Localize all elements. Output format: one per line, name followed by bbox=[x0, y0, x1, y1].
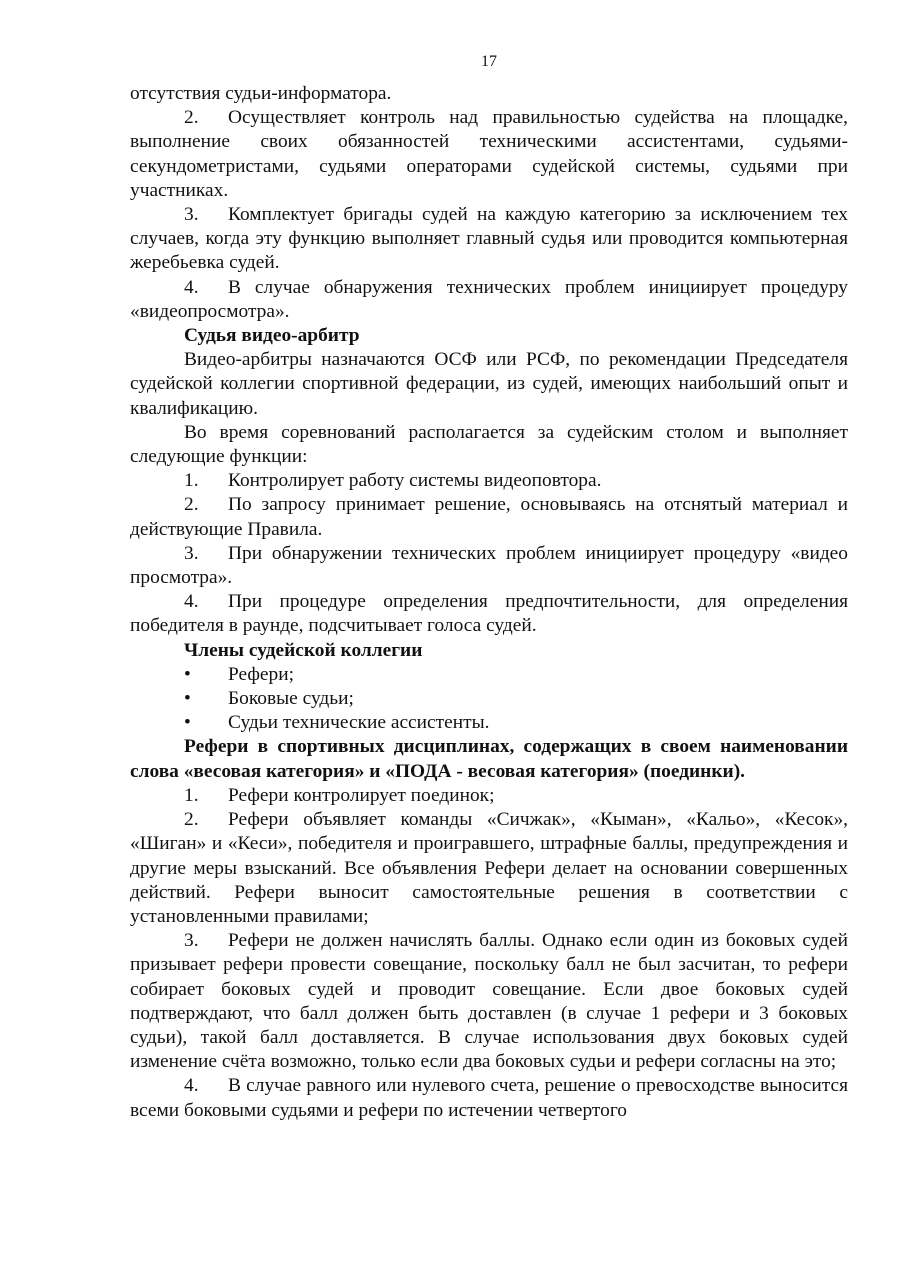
item-text: В случае обнаружения технических проблем инициирует процедуру «видеопросмотра». bbox=[130, 276, 848, 322]
item-number: 2. bbox=[184, 107, 199, 129]
numbered-item bbox=[130, 203, 848, 276]
item-number: 3. bbox=[184, 930, 199, 952]
paragraph: Во время соревнований располагается за судейским столом и выполняет следующие функции: bbox=[130, 421, 848, 468]
item-text: Комплектует бригады судей на каждую категорию за исключением тех случаев, когда эту функцию выполняет главный судья или проводится компьютерная жеребьевка судей. bbox=[130, 204, 848, 274]
bullet-text: Судьи технические ассистенты. bbox=[228, 712, 490, 734]
item-text: Контролирует работу системы видеоповтора. bbox=[228, 470, 602, 492]
bullet-item bbox=[130, 687, 848, 711]
numbered-item bbox=[130, 542, 848, 590]
bullet-text: Боковые судьи; bbox=[228, 688, 354, 710]
numbered-item bbox=[130, 1074, 848, 1122]
section-heading-video-referee: Судья видео-арбитр bbox=[184, 325, 360, 347]
document-page bbox=[130, 50, 848, 1123]
item-text: Рефери контролирует поединок; bbox=[228, 784, 495, 806]
numbered-item bbox=[130, 929, 848, 1074]
bullet-text: Рефери; bbox=[228, 663, 295, 685]
numbered-item bbox=[130, 808, 848, 929]
item-text: Рефери не должен начислять баллы. Однако если один из боковых судей призывает рефери провести совещание, поскольку балл не был засчитан, то рефери собирает боковых судей и проводит совещание. Если двое боковых судей подтверждают, что балл должен быть доставлен (в случае 1 рефери и 3 боковых судьи), такой балл доставляется. В случае использования двух боковых судей изменение счёта возможно, только если два боковых судьи и рефери согласны на это; bbox=[130, 930, 848, 1073]
item-number: 3. bbox=[184, 204, 199, 226]
bullet-icon: • bbox=[184, 712, 191, 734]
section-heading-referee: Рефери в спортивных дисциплинах, содержащих в своем наименовании слова «весовая категория» и «ПОДА - весовая категория» (поединки). bbox=[130, 736, 848, 782]
item-number: 2. bbox=[184, 809, 199, 831]
bullet-item bbox=[130, 663, 848, 687]
item-number: 3. bbox=[184, 542, 199, 564]
bullet-item bbox=[130, 711, 848, 735]
item-number: 2. bbox=[184, 494, 199, 516]
bullet-icon: • bbox=[184, 688, 191, 710]
paragraph: отсутствия судьи-информатора. bbox=[130, 83, 392, 104]
item-text: По запросу принимает решение, основываясь на отснятый материал и действующие Правила. bbox=[130, 494, 848, 540]
numbered-item bbox=[130, 106, 848, 203]
item-number: 1. bbox=[184, 470, 199, 492]
numbered-item bbox=[130, 276, 848, 324]
numbered-item bbox=[130, 493, 848, 541]
bullet-icon: • bbox=[184, 663, 191, 685]
item-number: 4. bbox=[184, 276, 199, 298]
item-number: 4. bbox=[184, 591, 199, 613]
paragraph: Видео-арбитры назначаются ОСФ или РСФ, по рекомендации Председателя судейской коллегии спортивной федерации, из судей, имеющих наибольший опыт и квалификацию. bbox=[130, 349, 848, 419]
item-number: 4. bbox=[184, 1075, 199, 1097]
item-text: При процедуре определения предпочтительности, для определения победителя в раунде, подсчитывает голоса судей. bbox=[130, 591, 848, 637]
item-text: В случае равного или нулевого счета, решение о превосходстве выносится всеми боковыми судьями и рефери по истечении четвертого bbox=[130, 1075, 848, 1121]
numbered-item bbox=[130, 590, 848, 638]
item-text: При обнаружении технических проблем инициирует процедуру «видео просмотра». bbox=[130, 542, 848, 589]
page-number: 17 bbox=[481, 53, 497, 70]
numbered-item bbox=[130, 784, 848, 808]
section-heading-judging-panel: Члены судейской коллегии bbox=[184, 639, 423, 661]
item-text: Рефери объявляет команды «Сичжак», «Кыман», «Кальо», «Кесок», «Шиган» и «Кеси», победителя и проигравшего, штрафные баллы, предупреждения и другие меры взысканий. Все объявления Рефери делает на основании совершенных действий. Рефери выносит самостоятельные решения в соответствии с установленными правилами; bbox=[130, 809, 848, 927]
numbered-item bbox=[130, 469, 848, 493]
item-text: Осуществляет контроль над правильностью судейства на площадке, выполнение своих обязанностей техническими ассистентами, судьями-секундометристами, судьями операторами судейской системы, судьями при участниках. bbox=[130, 107, 848, 201]
item-number: 1. bbox=[184, 784, 199, 806]
